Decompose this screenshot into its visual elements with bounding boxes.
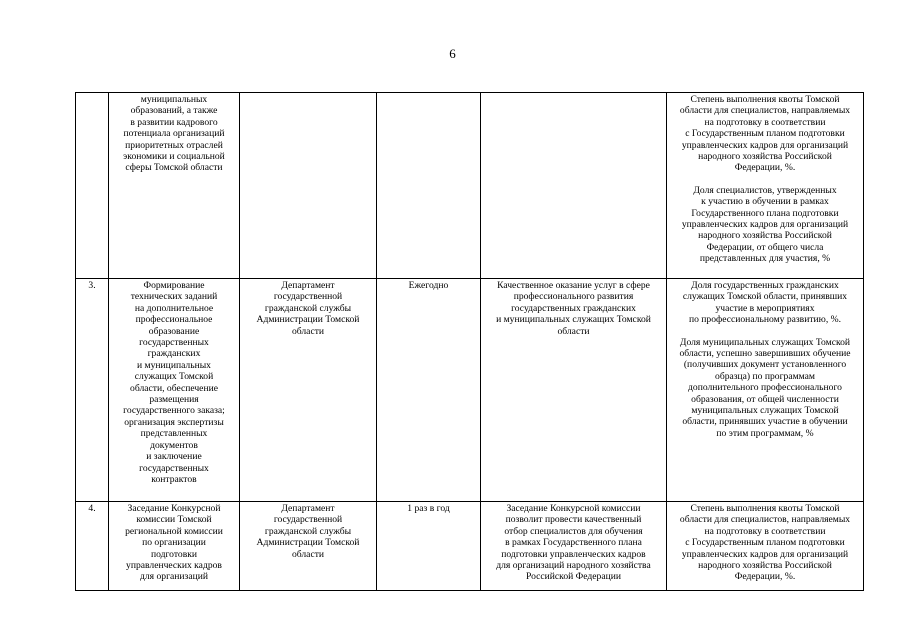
- page-number: 6: [449, 46, 456, 61]
- indicators-cell: [667, 502, 864, 591]
- activity-cell: Заседание Конкурсной комиссии Томской региональной комиссии по организации подготовки управленческих кадров для организаций: [109, 502, 240, 591]
- table-row: [76, 502, 864, 591]
- indicators-cell: [667, 93, 864, 279]
- result-cell: Заседание Конкурсной комиссии позволит провести качественный отбор специалистов для обучения в рамках Государственного плана подготовки управленческих кадров для организаций народного хозяйства Российской Федерации: [481, 502, 667, 591]
- term-cell: [377, 93, 481, 279]
- indicator-text: Доля специалистов, утвержденных к участию в обучении в рамках Государственного плана подготовки управленческих кадров для организаций народного хозяйства Российской Федерации, от общего числа представленных для участия, %: [681, 184, 849, 265]
- indicator-text: Степень выполнения квоты Томской области для специалистов, направляемых на подготовку в соответствии с Государственным планом подготовки управленческих кадров для организаций народного хозяйства Российской Федерации, %.: [679, 94, 851, 174]
- executor-cell: Департамент государственной гражданской службы Администрации Томской области: [240, 502, 377, 591]
- plan-table: [75, 92, 864, 591]
- table-row: [76, 279, 864, 502]
- row-number-cell: 3.: [76, 279, 109, 502]
- indicators-cell: [667, 279, 864, 502]
- activity-cell: муниципальных образований, а также в развитии кадрового потенциала организаций приоритетных отраслей экономики и социальной сферы Томской области: [109, 93, 240, 279]
- executor-cell: Департамент государственной гражданской службы Администрации Томской области: [240, 279, 377, 502]
- row-number-cell: 4.: [76, 502, 109, 591]
- indicator-text: Доля муниципальных служащих Томской области, успешно завершивших обучение (получивших документ установленного образца) по программам дополнительного профессионального образования, от общей численности муниципальных служащих Томской области, принявших участие в обучении по этим программам, %: [679, 336, 851, 439]
- term-cell: Ежегодно: [377, 279, 481, 502]
- indicator-text: Степень выполнения квоты Томской области для специалистов, направляемых на подготовку в соответствии с Государственным планом подготовки управленческих кадров для организаций народного хозяйства Российской Федерации, %.: [679, 503, 851, 583]
- indicator-text: Доля государственных гражданских служащих Томской области, принявших участие в мероприятиях по профессиональному развитию, %.: [682, 280, 848, 326]
- term-cell: 1 раз в год: [377, 502, 481, 591]
- result-cell: Качественное оказание услуг в сфере профессионального развития государственных гражданских и муниципальных служащих Томской области: [481, 279, 667, 502]
- table-row: [76, 93, 864, 279]
- row-number-cell: [76, 93, 109, 279]
- activity-cell: Формирование технических заданий на дополнительное профессиональное образование государственных гражданских и муниципальных служащих Томской области, обеспечение размещения государственного заказа; организация экспертизы представленных документов и заключение государственных контрактов: [109, 279, 240, 502]
- executor-cell: [240, 93, 377, 279]
- result-cell: [481, 93, 667, 279]
